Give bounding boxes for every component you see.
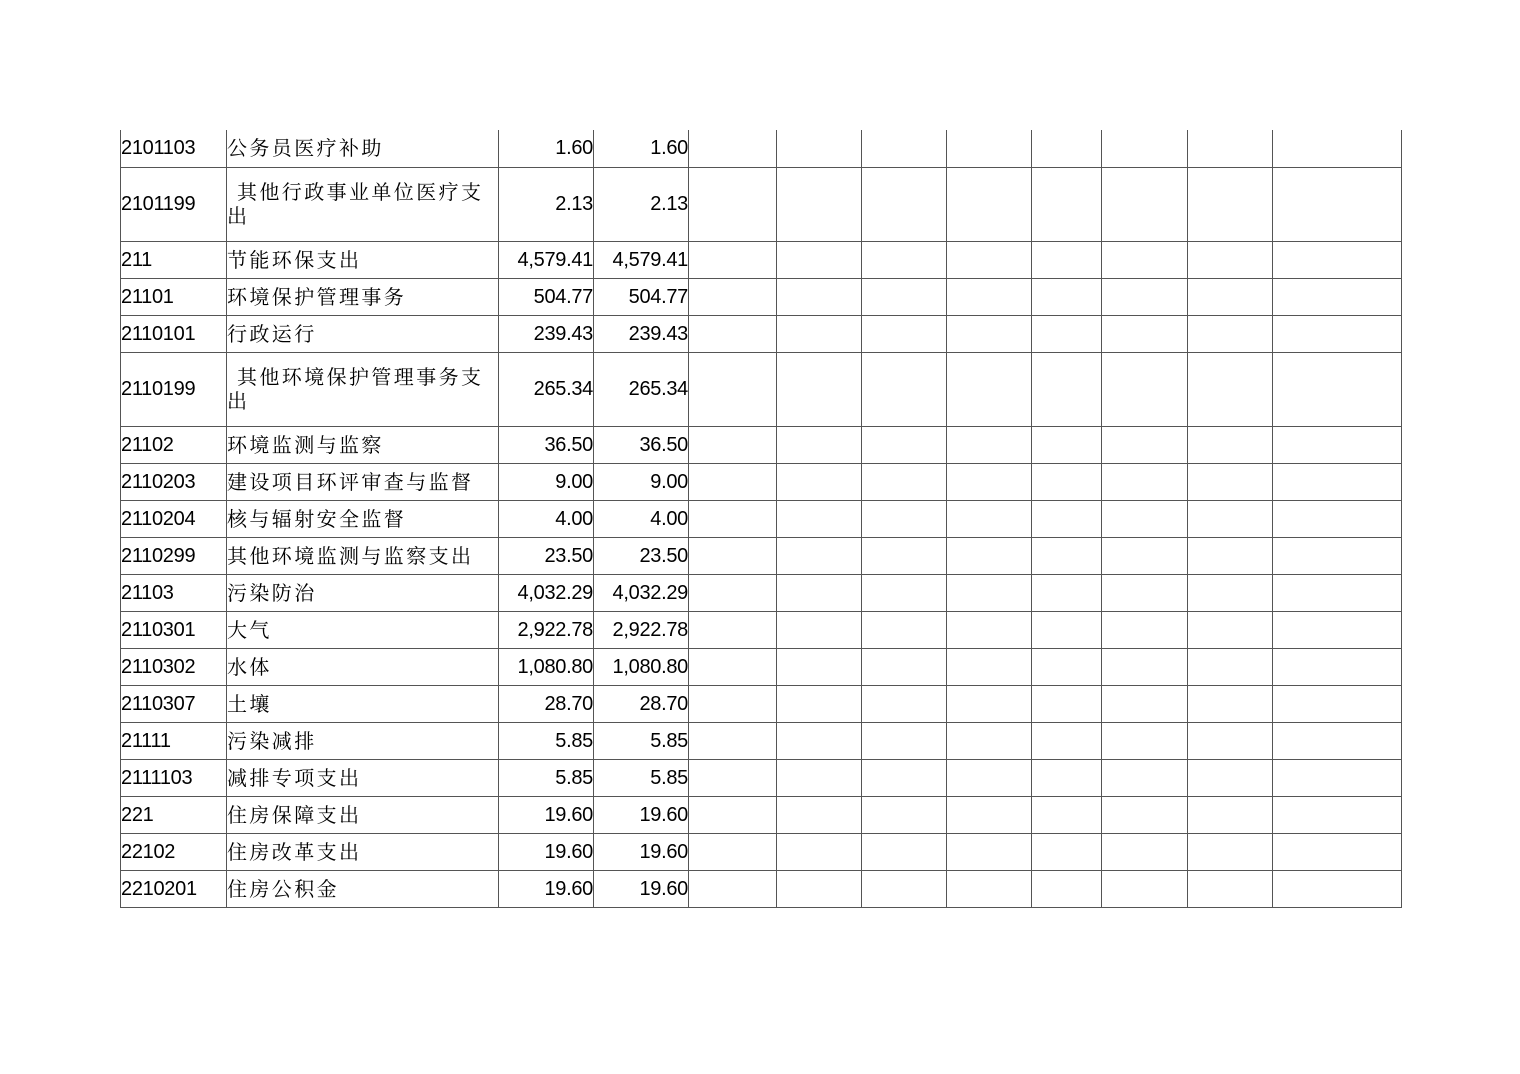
empty-cell [1032, 722, 1102, 759]
empty-cell [1032, 352, 1102, 426]
empty-cell [1102, 574, 1188, 611]
total-amount-cell: 5.85 [499, 759, 594, 796]
empty-cell [689, 463, 777, 500]
empty-cell [862, 537, 947, 574]
total-amount-cell: 28.70 [499, 685, 594, 722]
empty-cell [689, 722, 777, 759]
empty-cell [1102, 796, 1188, 833]
table-row [121, 241, 1402, 278]
empty-cell [1273, 685, 1402, 722]
empty-cell [1032, 463, 1102, 500]
subject-code-cell: 21101 [121, 278, 227, 315]
table-row [121, 685, 1402, 722]
empty-cell [1102, 722, 1188, 759]
empty-cell [1032, 278, 1102, 315]
subject-name-cell: 住房改革支出 [227, 833, 499, 870]
empty-cell [1102, 685, 1188, 722]
empty-cell [689, 611, 777, 648]
basic-amount-cell: 239.43 [594, 315, 689, 352]
basic-amount-cell: 265.34 [594, 352, 689, 426]
table-row [121, 648, 1402, 685]
empty-cell [1032, 611, 1102, 648]
subject-code-cell: 2110199 [121, 352, 227, 426]
subject-name-cell: 土壤 [227, 685, 499, 722]
empty-cell [947, 833, 1032, 870]
empty-cell [777, 426, 862, 463]
subject-name-cell: 减排专项支出 [227, 759, 499, 796]
table-row [121, 759, 1402, 796]
empty-cell [777, 574, 862, 611]
subject-name-cell: 住房保障支出 [227, 796, 499, 833]
basic-amount-cell: 4,579.41 [594, 241, 689, 278]
total-amount-cell: 2,922.78 [499, 611, 594, 648]
subject-name-cell: 污染减排 [227, 722, 499, 759]
empty-cell [947, 315, 1032, 352]
total-amount-cell: 9.00 [499, 463, 594, 500]
empty-cell [1273, 426, 1402, 463]
empty-cell [862, 352, 947, 426]
empty-cell [777, 796, 862, 833]
table-row [121, 574, 1402, 611]
subject-code-cell: 2110307 [121, 685, 227, 722]
subject-code-cell: 2111103 [121, 759, 227, 796]
empty-cell [1102, 648, 1188, 685]
basic-amount-cell: 1,080.80 [594, 648, 689, 685]
basic-amount-cell: 36.50 [594, 426, 689, 463]
empty-cell [1032, 315, 1102, 352]
basic-amount-cell: 19.60 [594, 870, 689, 907]
subject-code-cell: 221 [121, 796, 227, 833]
empty-cell [1102, 130, 1188, 167]
empty-cell [1032, 759, 1102, 796]
empty-cell [1188, 426, 1273, 463]
table-row [121, 167, 1402, 241]
subject-name-cell: 污染防治 [227, 574, 499, 611]
empty-cell [1188, 500, 1273, 537]
total-amount-cell: 19.60 [499, 833, 594, 870]
empty-cell [862, 648, 947, 685]
empty-cell [1188, 167, 1273, 241]
empty-cell [689, 278, 777, 315]
empty-cell [1273, 463, 1402, 500]
empty-cell [689, 574, 777, 611]
empty-cell [1032, 241, 1102, 278]
total-amount-cell: 19.60 [499, 796, 594, 833]
basic-amount-cell: 5.85 [594, 722, 689, 759]
empty-cell [1032, 426, 1102, 463]
subject-name-cell: 其他行政事业单位医疗支出 [227, 167, 499, 241]
total-amount-cell: 23.50 [499, 537, 594, 574]
empty-cell [777, 685, 862, 722]
table-row [121, 278, 1402, 315]
empty-cell [947, 241, 1032, 278]
subject-code-cell: 2110302 [121, 648, 227, 685]
subject-code-cell: 21111 [121, 722, 227, 759]
empty-cell [862, 722, 947, 759]
empty-cell [1102, 537, 1188, 574]
empty-cell [689, 130, 777, 167]
empty-cell [1102, 759, 1188, 796]
basic-amount-cell: 504.77 [594, 278, 689, 315]
empty-cell [689, 870, 777, 907]
empty-cell [1102, 315, 1188, 352]
empty-cell [947, 722, 1032, 759]
empty-cell [777, 463, 862, 500]
subject-code-cell: 22102 [121, 833, 227, 870]
subject-name-cell: 环境保护管理事务 [227, 278, 499, 315]
empty-cell [947, 278, 1032, 315]
subject-code-cell: 211 [121, 241, 227, 278]
empty-cell [689, 315, 777, 352]
subject-name-cell: 环境监测与监察 [227, 426, 499, 463]
empty-cell [1188, 241, 1273, 278]
basic-amount-cell: 28.70 [594, 685, 689, 722]
empty-cell [1273, 500, 1402, 537]
empty-cell [1188, 130, 1273, 167]
empty-cell [777, 759, 862, 796]
table-row [121, 130, 1402, 167]
subject-name-cell: 水体 [227, 648, 499, 685]
empty-cell [947, 352, 1032, 426]
empty-cell [1032, 167, 1102, 241]
basic-amount-cell: 5.85 [594, 759, 689, 796]
empty-cell [1032, 870, 1102, 907]
total-amount-cell: 19.60 [499, 870, 594, 907]
empty-cell [1032, 685, 1102, 722]
empty-cell [1273, 278, 1402, 315]
empty-cell [1273, 537, 1402, 574]
empty-cell [1032, 130, 1102, 167]
empty-cell [862, 500, 947, 537]
table-row [121, 315, 1402, 352]
table-body [121, 130, 1402, 907]
empty-cell [862, 167, 947, 241]
total-amount-cell: 2.13 [499, 167, 594, 241]
basic-amount-cell: 19.60 [594, 833, 689, 870]
empty-cell [862, 241, 947, 278]
empty-cell [1032, 500, 1102, 537]
total-amount-cell: 265.34 [499, 352, 594, 426]
subject-name-cell: 建设项目环评审查与监督 [227, 463, 499, 500]
table-row [121, 870, 1402, 907]
table-row [121, 537, 1402, 574]
empty-cell [1032, 833, 1102, 870]
empty-cell [862, 130, 947, 167]
empty-cell [777, 167, 862, 241]
empty-cell [947, 870, 1032, 907]
table-row [121, 796, 1402, 833]
empty-cell [1188, 759, 1273, 796]
empty-cell [947, 796, 1032, 833]
empty-cell [777, 278, 862, 315]
empty-cell [1102, 241, 1188, 278]
empty-cell [862, 870, 947, 907]
subject-code-cell: 2110101 [121, 315, 227, 352]
table-row [121, 722, 1402, 759]
subject-name-cell: 公务员医疗补助 [227, 130, 499, 167]
empty-cell [1188, 833, 1273, 870]
empty-cell [1188, 574, 1273, 611]
empty-cell [777, 500, 862, 537]
empty-cell [1032, 648, 1102, 685]
subject-code-cell: 2101199 [121, 167, 227, 241]
empty-cell [1273, 130, 1402, 167]
empty-cell [862, 833, 947, 870]
empty-cell [862, 463, 947, 500]
empty-cell [862, 574, 947, 611]
empty-cell [1102, 870, 1188, 907]
subject-name-cell: 核与辐射安全监督 [227, 500, 499, 537]
empty-cell [1102, 500, 1188, 537]
empty-cell [1188, 722, 1273, 759]
empty-cell [1273, 315, 1402, 352]
table-row [121, 426, 1402, 463]
empty-cell [1273, 648, 1402, 685]
empty-cell [1188, 648, 1273, 685]
empty-cell [777, 241, 862, 278]
total-amount-cell: 36.50 [499, 426, 594, 463]
empty-cell [1102, 278, 1188, 315]
basic-amount-cell: 19.60 [594, 796, 689, 833]
table-row [121, 500, 1402, 537]
basic-amount-cell: 4,032.29 [594, 574, 689, 611]
empty-cell [947, 759, 1032, 796]
empty-cell [777, 833, 862, 870]
empty-cell [777, 611, 862, 648]
subject-code-cell: 2101103 [121, 130, 227, 167]
basic-amount-cell: 2,922.78 [594, 611, 689, 648]
total-amount-cell: 4,579.41 [499, 241, 594, 278]
empty-cell [689, 796, 777, 833]
total-amount-cell: 504.77 [499, 278, 594, 315]
empty-cell [689, 241, 777, 278]
subject-code-cell: 21102 [121, 426, 227, 463]
empty-cell [1273, 167, 1402, 241]
total-amount-cell: 4.00 [499, 500, 594, 537]
table-row [121, 833, 1402, 870]
empty-cell [777, 130, 862, 167]
subject-name-cell: 其他环境保护管理事务支出 [227, 352, 499, 426]
empty-cell [689, 537, 777, 574]
empty-cell [1273, 352, 1402, 426]
subject-name-cell: 行政运行 [227, 315, 499, 352]
empty-cell [1102, 833, 1188, 870]
subject-code-cell: 2110203 [121, 463, 227, 500]
subject-code-cell: 2110204 [121, 500, 227, 537]
empty-cell [947, 130, 1032, 167]
total-amount-cell: 239.43 [499, 315, 594, 352]
empty-cell [1273, 833, 1402, 870]
empty-cell [862, 278, 947, 315]
empty-cell [947, 574, 1032, 611]
empty-cell [689, 759, 777, 796]
empty-cell [947, 611, 1032, 648]
empty-cell [1188, 352, 1273, 426]
subject-name-cell: 节能环保支出 [227, 241, 499, 278]
empty-cell [689, 648, 777, 685]
empty-cell [1273, 611, 1402, 648]
empty-cell [1273, 796, 1402, 833]
empty-cell [689, 426, 777, 463]
empty-cell [862, 611, 947, 648]
empty-cell [689, 167, 777, 241]
basic-amount-cell: 4.00 [594, 500, 689, 537]
empty-cell [1102, 611, 1188, 648]
empty-cell [1032, 537, 1102, 574]
empty-cell [777, 722, 862, 759]
table-row [121, 352, 1402, 426]
empty-cell [689, 833, 777, 870]
subject-code-cell: 2110301 [121, 611, 227, 648]
empty-cell [947, 500, 1032, 537]
basic-amount-cell: 23.50 [594, 537, 689, 574]
empty-cell [1032, 574, 1102, 611]
total-amount-cell: 4,032.29 [499, 574, 594, 611]
empty-cell [1273, 241, 1402, 278]
table-row [121, 463, 1402, 500]
basic-amount-cell: 1.60 [594, 130, 689, 167]
empty-cell [1273, 722, 1402, 759]
subject-code-cell: 2210201 [121, 870, 227, 907]
subject-code-cell: 2110299 [121, 537, 227, 574]
empty-cell [947, 167, 1032, 241]
total-amount-cell: 5.85 [499, 722, 594, 759]
empty-cell [947, 463, 1032, 500]
empty-cell [777, 315, 862, 352]
empty-cell [689, 685, 777, 722]
subject-name-cell: 住房公积金 [227, 870, 499, 907]
empty-cell [1273, 870, 1402, 907]
empty-cell [1188, 537, 1273, 574]
empty-cell [862, 426, 947, 463]
empty-cell [1273, 759, 1402, 796]
empty-cell [1102, 463, 1188, 500]
empty-cell [947, 426, 1032, 463]
empty-cell [1102, 352, 1188, 426]
table-row [121, 611, 1402, 648]
basic-amount-cell: 2.13 [594, 167, 689, 241]
empty-cell [1188, 315, 1273, 352]
subject-name-cell: 大气 [227, 611, 499, 648]
empty-cell [689, 500, 777, 537]
empty-cell [1188, 611, 1273, 648]
empty-cell [862, 685, 947, 722]
empty-cell [1188, 796, 1273, 833]
subject-name-cell: 其他环境监测与监察支出 [227, 537, 499, 574]
empty-cell [777, 352, 862, 426]
empty-cell [1273, 574, 1402, 611]
total-amount-cell: 1.60 [499, 130, 594, 167]
empty-cell [862, 315, 947, 352]
empty-cell [1188, 463, 1273, 500]
budget-expenditure-table [120, 130, 1402, 908]
empty-cell [862, 796, 947, 833]
empty-cell [1188, 685, 1273, 722]
empty-cell [1188, 870, 1273, 907]
empty-cell [777, 870, 862, 907]
empty-cell [1102, 426, 1188, 463]
empty-cell [777, 648, 862, 685]
basic-amount-cell: 9.00 [594, 463, 689, 500]
empty-cell [689, 352, 777, 426]
total-amount-cell: 1,080.80 [499, 648, 594, 685]
empty-cell [1102, 167, 1188, 241]
empty-cell [947, 537, 1032, 574]
subject-code-cell: 21103 [121, 574, 227, 611]
empty-cell [1188, 278, 1273, 315]
empty-cell [947, 685, 1032, 722]
empty-cell [862, 759, 947, 796]
empty-cell [777, 537, 862, 574]
empty-cell [1032, 796, 1102, 833]
empty-cell [947, 648, 1032, 685]
